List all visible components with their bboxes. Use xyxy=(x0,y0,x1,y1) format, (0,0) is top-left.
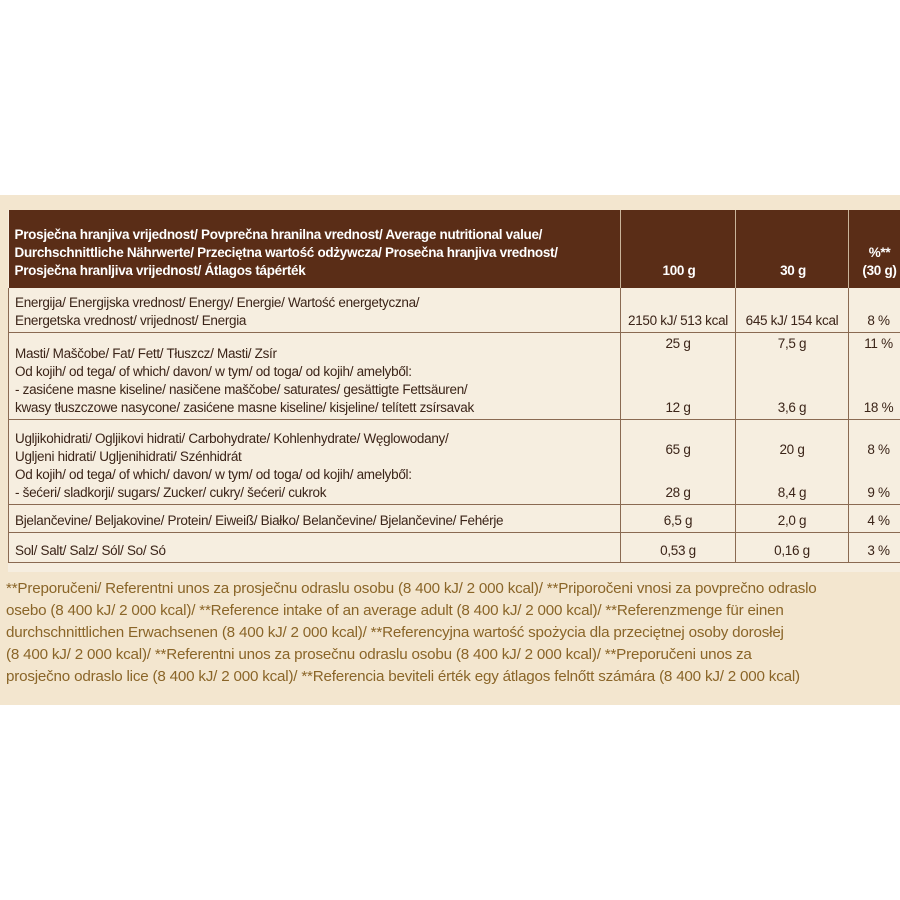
row-label-line: Energija/ Energijska vrednost/ Energy/ Energie/ Wartość energetyczna/ xyxy=(15,294,420,310)
footnote-line: (8 400 kJ/ 2 000 kcal)/ **Referentni unos za prosečnu odraslu osobu (8 400 kJ/ 2 000 kcal)/ **Preporučeni unos za xyxy=(6,646,752,663)
carbohydrate-percent-value: 8 % xyxy=(867,441,890,457)
row-label-line: Bjelančevine/ Beljakovine/ Protein/ Eiweiß/ Białko/ Belančevine/ Bjelančevine/ Fehérje xyxy=(15,512,504,528)
header-100g-cell xyxy=(621,210,736,288)
row-label-line: Od kojih/ od tega/ of which/ davon/ w tym/ od toga/ od kojih/ amelyből: xyxy=(15,466,412,482)
row-label-line: Ugljeni hidrati/ Ugljenihidrati/ Szénhidrát xyxy=(15,448,242,464)
sugars-30g-value: 8,4 g xyxy=(777,484,807,500)
reference-intake-footnote xyxy=(6,578,900,688)
footnote-line: prosječno odraslo lice (8 400 kJ/ 2 000 kcal)/ **Referencia beviteli érték egy átlagos felnőtt számára (8 400 kJ/ 2 000 kcal) xyxy=(6,668,800,685)
footnote-line: osebo (8 400 kJ/ 2 000 kcal)/ **Reference intake of an average adult (8 400 kJ/ 2 000 kcal)/ **Referenzmenge für einen xyxy=(6,602,784,619)
salt-label-cell xyxy=(9,532,621,562)
sugars-100g-value: 28 g xyxy=(665,484,691,500)
fat-100g-value: 25 g xyxy=(665,335,691,351)
protein-100g-value: 6,5 g xyxy=(621,504,736,532)
carbohydrate-30g-value: 20 g xyxy=(779,441,805,457)
protein-30g-value: 2,0 g xyxy=(736,504,849,532)
carbohydrate-100g-value: 65 g xyxy=(665,441,691,457)
footnote-line: **Preporučeni/ Referentni unos za prosječnu odraslu osobu (8 400 kJ/ 2 000 kcal)/ **Priporočeni vnosi za povprečno odraslo xyxy=(6,580,817,597)
salt-percent-value: 3 % xyxy=(849,532,900,562)
protein-percent-value: 4 % xyxy=(849,504,900,532)
saturates-30g-value: 3,6 g xyxy=(777,399,807,415)
nutrition-table xyxy=(8,210,900,563)
header-30g-label: 30 g xyxy=(780,263,806,278)
table-row-carbohydrate xyxy=(9,419,900,504)
fat-percent-value: 11 % xyxy=(864,335,893,351)
row-label-line: Energetska vrednost/ vrijednost/ Energia xyxy=(15,312,247,328)
table-row-salt xyxy=(9,532,900,562)
header-30g-cell xyxy=(736,210,849,288)
protein-label-cell xyxy=(9,504,621,532)
fat-30g-value: 7,5 g xyxy=(777,335,807,351)
sugars-percent-value: 9 % xyxy=(867,484,890,500)
energy-label-cell xyxy=(9,288,621,332)
salt-30g-value: 0,16 g xyxy=(736,532,849,562)
energy-100g-value: 2150 kJ/ 513 kcal xyxy=(621,288,736,332)
row-label-line: - zasićene masne kiseline/ nasičene maščobe/ saturates/ gesättigte Fettsäuren/ xyxy=(15,381,468,397)
carbohydrate-percent-cell xyxy=(849,419,900,504)
carbohydrate-100g-cell xyxy=(621,419,736,504)
row-label-line: Od kojih/ od tega/ of which/ davon/ w tym/ od toga/ od kojih/ amelyből: xyxy=(15,363,412,379)
table-row-energy xyxy=(9,288,900,332)
row-label-line: Sol/ Salt/ Salz/ Sól/ So/ Só xyxy=(15,542,166,558)
fat-30g-cell xyxy=(736,332,849,419)
saturates-100g-value: 12 g xyxy=(665,399,691,415)
header-title-cell xyxy=(9,210,621,288)
carbohydrate-label-cell xyxy=(9,419,621,504)
energy-30g-value: 645 kJ/ 154 kcal xyxy=(736,288,849,332)
carbohydrate-30g-cell xyxy=(736,419,849,504)
header-title-line: Durchschnittliche Nährwerte/ Przeciętna wartość odżywcza/ Prosečna hranjiva vrednost/ xyxy=(14,245,558,260)
row-label-line: - šećeri/ sladkorji/ sugars/ Zucker/ cukry/ šećeri/ cukrok xyxy=(15,484,327,500)
row-label-line: kwasy tłuszczowe nasycone/ zasićene masne kiseline/ kisjeline/ telített zsírsavak xyxy=(15,399,474,415)
header-100g-label: 100 g xyxy=(662,263,696,278)
energy-percent-value: 8 % xyxy=(849,288,900,332)
salt-100g-value: 0,53 g xyxy=(621,532,736,562)
footnote-line: durchschnittlichen Erwachsenen (8 400 kJ/ 2 000 kcal)/ **Referencyjna wartość spożycia dla przeciętnej osoby dorosłej xyxy=(6,624,784,641)
saturates-percent-value: 18 % xyxy=(863,399,894,415)
row-label-line: Ugljikohidrati/ Ogljikovi hidrati/ Carbohydrate/ Kohlenhydrate/ Węglowodany/ xyxy=(15,430,449,446)
header-percent-label: %** xyxy=(868,245,891,260)
fat-100g-cell xyxy=(621,332,736,419)
header-percent-portion: (30 g) xyxy=(862,263,897,278)
fat-percent-cell xyxy=(849,332,900,419)
table-row-protein xyxy=(9,504,900,532)
table-row-fat xyxy=(9,332,900,419)
row-label-line: Masti/ Maščobe/ Fat/ Fett/ Tłuszcz/ Masti/ Zsír xyxy=(15,345,277,361)
header-percent-cell xyxy=(849,210,900,288)
fat-label-cell xyxy=(9,332,621,419)
header-title-line: Prosječna hranjiva vrijednost/ Povprečna hranilna vrednost/ Average nutritional value/ xyxy=(14,227,543,242)
header-title-line: Prosječna hranljiva vrijednost/ Átlagos tápérték xyxy=(14,263,306,278)
table-header-row xyxy=(9,210,900,288)
